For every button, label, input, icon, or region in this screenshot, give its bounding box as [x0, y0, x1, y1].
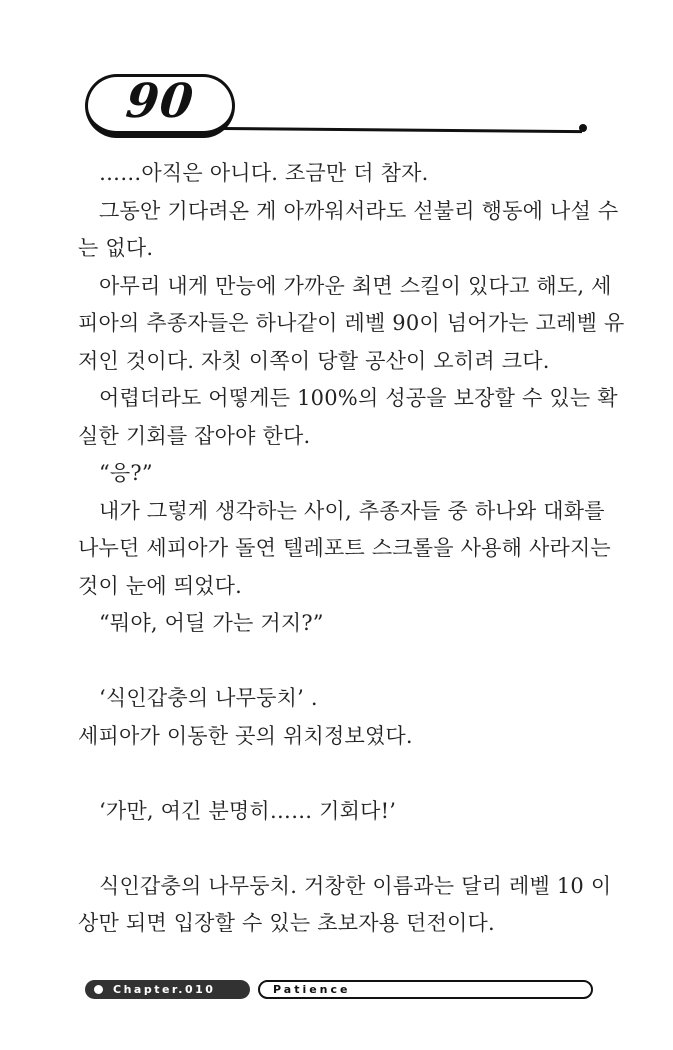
- body-text: [78, 155, 625, 943]
- text-line: 는 없다.: [78, 236, 154, 260]
- text-line: 피아의 추종자들은 하나같이 레벨 90이 넘어가는 고레벨 유: [78, 311, 625, 335]
- blank-line: [78, 755, 595, 793]
- text-line: 것이 눈에 띄었다.: [78, 573, 243, 598]
- text-line: 세피아가 이동한 곳의 위치정보였다.: [78, 723, 413, 748]
- text-line: 저인 것이다. 자칫 이쪽이 당할 공산이 오히려 크다.: [78, 348, 550, 373]
- blank-line: [78, 643, 595, 681]
- blank-line: [78, 830, 595, 868]
- line-end-ring-icon: [579, 124, 587, 132]
- text-line: ……아직은 아니다. 조금만 더 참자.: [99, 161, 429, 185]
- text-line: ‘가만, 여긴 분명히…… 기회다!’: [99, 798, 397, 823]
- text-line: “뭐야, 어딜 가는 거지?”: [99, 611, 324, 635]
- text-line: 식인갑충의 나무둥치. 거창한 이름과는 달리 레벨 10 이: [99, 873, 612, 898]
- header-rule: [222, 127, 582, 133]
- chapter-title-label: Patience: [273, 983, 351, 996]
- text-line: “응?”: [99, 461, 153, 485]
- text-line: 아무리 내게 만능에 가까운 최면 스킬이 있다고 해도, 세: [99, 273, 612, 298]
- text-line: 상만 되면 입장할 수 있는 초보자용 던전이다.: [78, 911, 495, 935]
- page-footer: [85, 980, 593, 999]
- text-line: 내가 그렇게 생각하는 사이, 추종자들 중 하나와 대화를: [99, 498, 605, 523]
- bullet-dot-icon: [94, 985, 103, 994]
- text-line: 나누던 세피아가 돌연 텔레포트 스크롤을 사용해 사라지는: [78, 536, 611, 560]
- chapter-title-badge: [258, 980, 593, 999]
- chapter-badge: [85, 980, 250, 999]
- text-line: ‘식인갑충의 나무둥치’ .: [99, 686, 318, 710]
- text-line: 실한 기회를 잡아야 한다.: [78, 423, 311, 448]
- text-line: 어렵더라도 어떻게든 100%의 성공을 보장할 수 있는 확: [99, 386, 618, 410]
- chapter-label: Chapter.010: [113, 983, 216, 996]
- page-number-badge: [85, 74, 235, 138]
- text-line: 그동안 기다려온 게 아까워서라도 섣불리 행동에 나설 수: [99, 198, 619, 223]
- page-number: 90: [123, 73, 197, 129]
